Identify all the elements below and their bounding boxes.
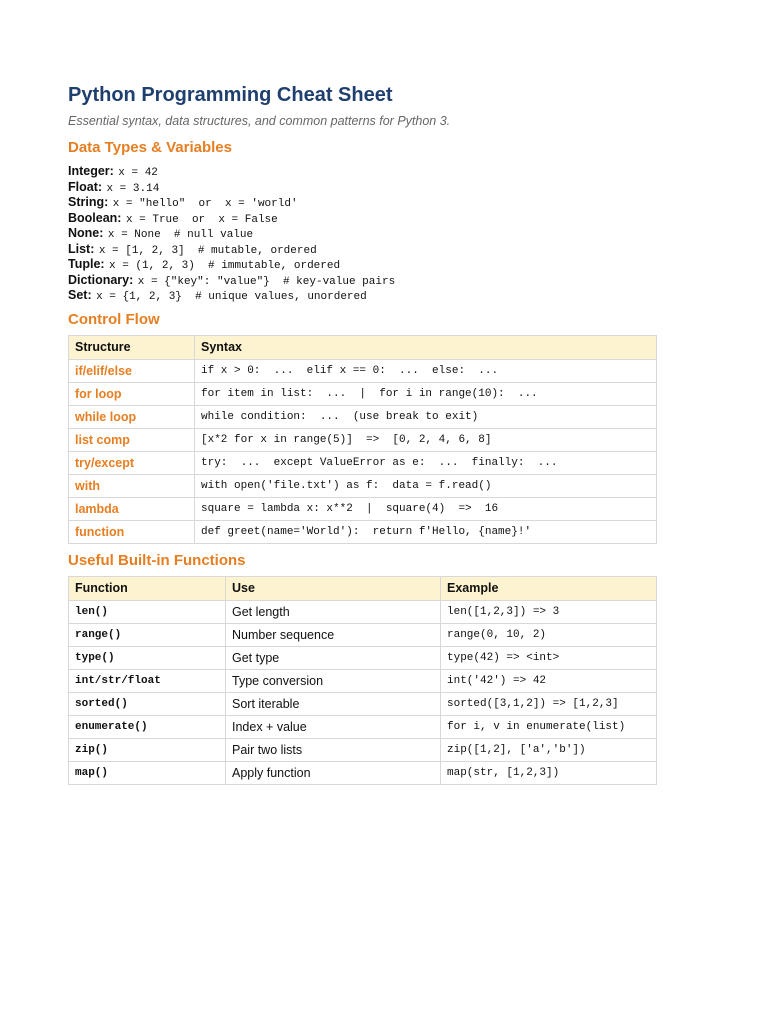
structure-cell: lambda <box>69 497 195 520</box>
syntax-cell: square = lambda x: x**2 | square(4) => 16 <box>195 497 657 520</box>
table-row <box>69 669 657 692</box>
structure-cell: if/elif/else <box>69 359 195 382</box>
data-type-item <box>68 272 700 288</box>
control-flow-table <box>68 335 657 544</box>
data-type-code: x = (1, 2, 3) # immutable, ordered <box>109 260 341 272</box>
column-header-syntax: Syntax <box>195 335 657 359</box>
example-cell: for i, v in enumerate(list) <box>441 715 657 738</box>
structure-cell: for loop <box>69 382 195 405</box>
example-cell: map(str, [1,2,3]) <box>441 761 657 784</box>
syntax-cell: while condition: ... (use break to exit) <box>195 405 657 428</box>
example-cell: range(0, 10, 2) <box>441 623 657 646</box>
syntax-cell: def greet(name='World'): return f'Hello, {name}!' <box>195 520 657 543</box>
data-type-label: Float: <box>68 179 103 194</box>
column-header-function: Function <box>69 576 226 600</box>
table-row <box>69 359 657 382</box>
use-cell: Get type <box>226 646 441 669</box>
table-row <box>69 497 657 520</box>
table-row <box>69 520 657 543</box>
function-cell: map() <box>69 761 226 784</box>
data-type-item <box>68 194 700 210</box>
syntax-cell: if x > 0: ... elif x == 0: ... else: ... <box>195 359 657 382</box>
use-cell: Index + value <box>226 715 441 738</box>
data-type-item <box>68 179 700 195</box>
table-row <box>69 382 657 405</box>
data-type-item <box>68 210 700 226</box>
structure-cell: list comp <box>69 428 195 451</box>
use-cell: Get length <box>226 600 441 623</box>
table-row <box>69 405 657 428</box>
data-type-code: x = 42 <box>118 167 158 179</box>
use-cell: Pair two lists <box>226 738 441 761</box>
syntax-cell: with open('file.txt') as f: data = f.read() <box>195 474 657 497</box>
example-cell: zip([1,2], ['a','b']) <box>441 738 657 761</box>
function-cell: int/str/float <box>69 669 226 692</box>
table-row <box>69 692 657 715</box>
builtins-table <box>68 576 657 785</box>
data-type-item <box>68 241 700 257</box>
example-cell: type(42) => <int> <box>441 646 657 669</box>
structure-cell: with <box>69 474 195 497</box>
data-type-item <box>68 256 700 272</box>
table-row <box>69 428 657 451</box>
data-type-label: Tuple: <box>68 257 105 271</box>
example-cell: sorted([3,1,2]) => [1,2,3] <box>441 692 657 715</box>
syntax-cell: [x*2 for x in range(5)] => [0, 2, 4, 6, 8] <box>195 428 657 451</box>
data-type-item <box>68 163 700 179</box>
data-type-code: x = {"key": "value"} # key-value pairs <box>137 275 396 288</box>
table-row <box>69 451 657 474</box>
builtins-heading: Useful Built-in Functions <box>68 551 246 569</box>
use-cell: Sort iterable <box>226 692 441 715</box>
function-cell: range() <box>69 623 226 646</box>
table-row <box>69 474 657 497</box>
data-type-code: x = True or x = False <box>125 213 278 226</box>
table-row <box>69 738 657 761</box>
table-header-row <box>69 576 657 600</box>
data-type-label: Boolean: <box>68 210 122 225</box>
function-cell: sorted() <box>69 692 226 715</box>
data-type-item <box>68 225 700 241</box>
table-row <box>69 715 657 738</box>
syntax-cell: for item in list: ... | for i in range(10): ... <box>195 382 657 405</box>
control-flow-heading: Control Flow <box>68 310 160 328</box>
data-type-item <box>68 287 700 303</box>
table-row <box>69 623 657 646</box>
use-cell: Apply function <box>226 761 441 784</box>
structure-cell: try/except <box>69 451 195 474</box>
table-row <box>69 600 657 623</box>
use-cell: Type conversion <box>226 669 441 692</box>
table-header-row <box>69 335 657 359</box>
example-cell: int('42') => 42 <box>441 669 657 692</box>
column-header-example: Example <box>441 576 657 600</box>
data-type-label: None: <box>68 226 104 240</box>
data-type-code: x = "hello" or x = 'world' <box>112 198 298 210</box>
example-cell: len([1,2,3]) => 3 <box>441 600 657 623</box>
data-type-label: Integer: <box>68 164 114 178</box>
column-header-use: Use <box>226 576 441 600</box>
function-cell: enumerate() <box>69 715 226 738</box>
data-type-label: List: <box>68 241 95 256</box>
data-type-label: String: <box>68 195 109 209</box>
data-type-code: x = None # null value <box>107 229 254 241</box>
data-types-heading: Data Types & Variables <box>68 139 232 156</box>
table-row <box>69 761 657 784</box>
function-cell: type() <box>69 646 226 669</box>
structure-cell: while loop <box>69 405 195 428</box>
data-type-label: Set: <box>68 288 92 302</box>
use-cell: Number sequence <box>226 623 441 646</box>
data-type-code: x = {1, 2, 3} # unique values, unordered <box>96 291 367 303</box>
data-types-list <box>68 163 700 303</box>
function-cell: zip() <box>69 738 226 761</box>
structure-cell: function <box>69 520 195 543</box>
function-cell: len() <box>69 600 226 623</box>
page-subtitle: Essential syntax, data structures, and common patterns for Python 3. <box>68 114 451 128</box>
data-type-code: x = [1, 2, 3] # mutable, ordered <box>98 244 317 257</box>
table-row <box>69 646 657 669</box>
data-type-label: Dictionary: <box>68 272 134 287</box>
syntax-cell: try: ... except ValueError as e: ... finally: ... <box>195 451 657 474</box>
page-title: Python Programming Cheat Sheet <box>68 84 393 106</box>
column-header-structure: Structure <box>69 335 195 359</box>
data-type-code: x = 3.14 <box>106 182 160 195</box>
